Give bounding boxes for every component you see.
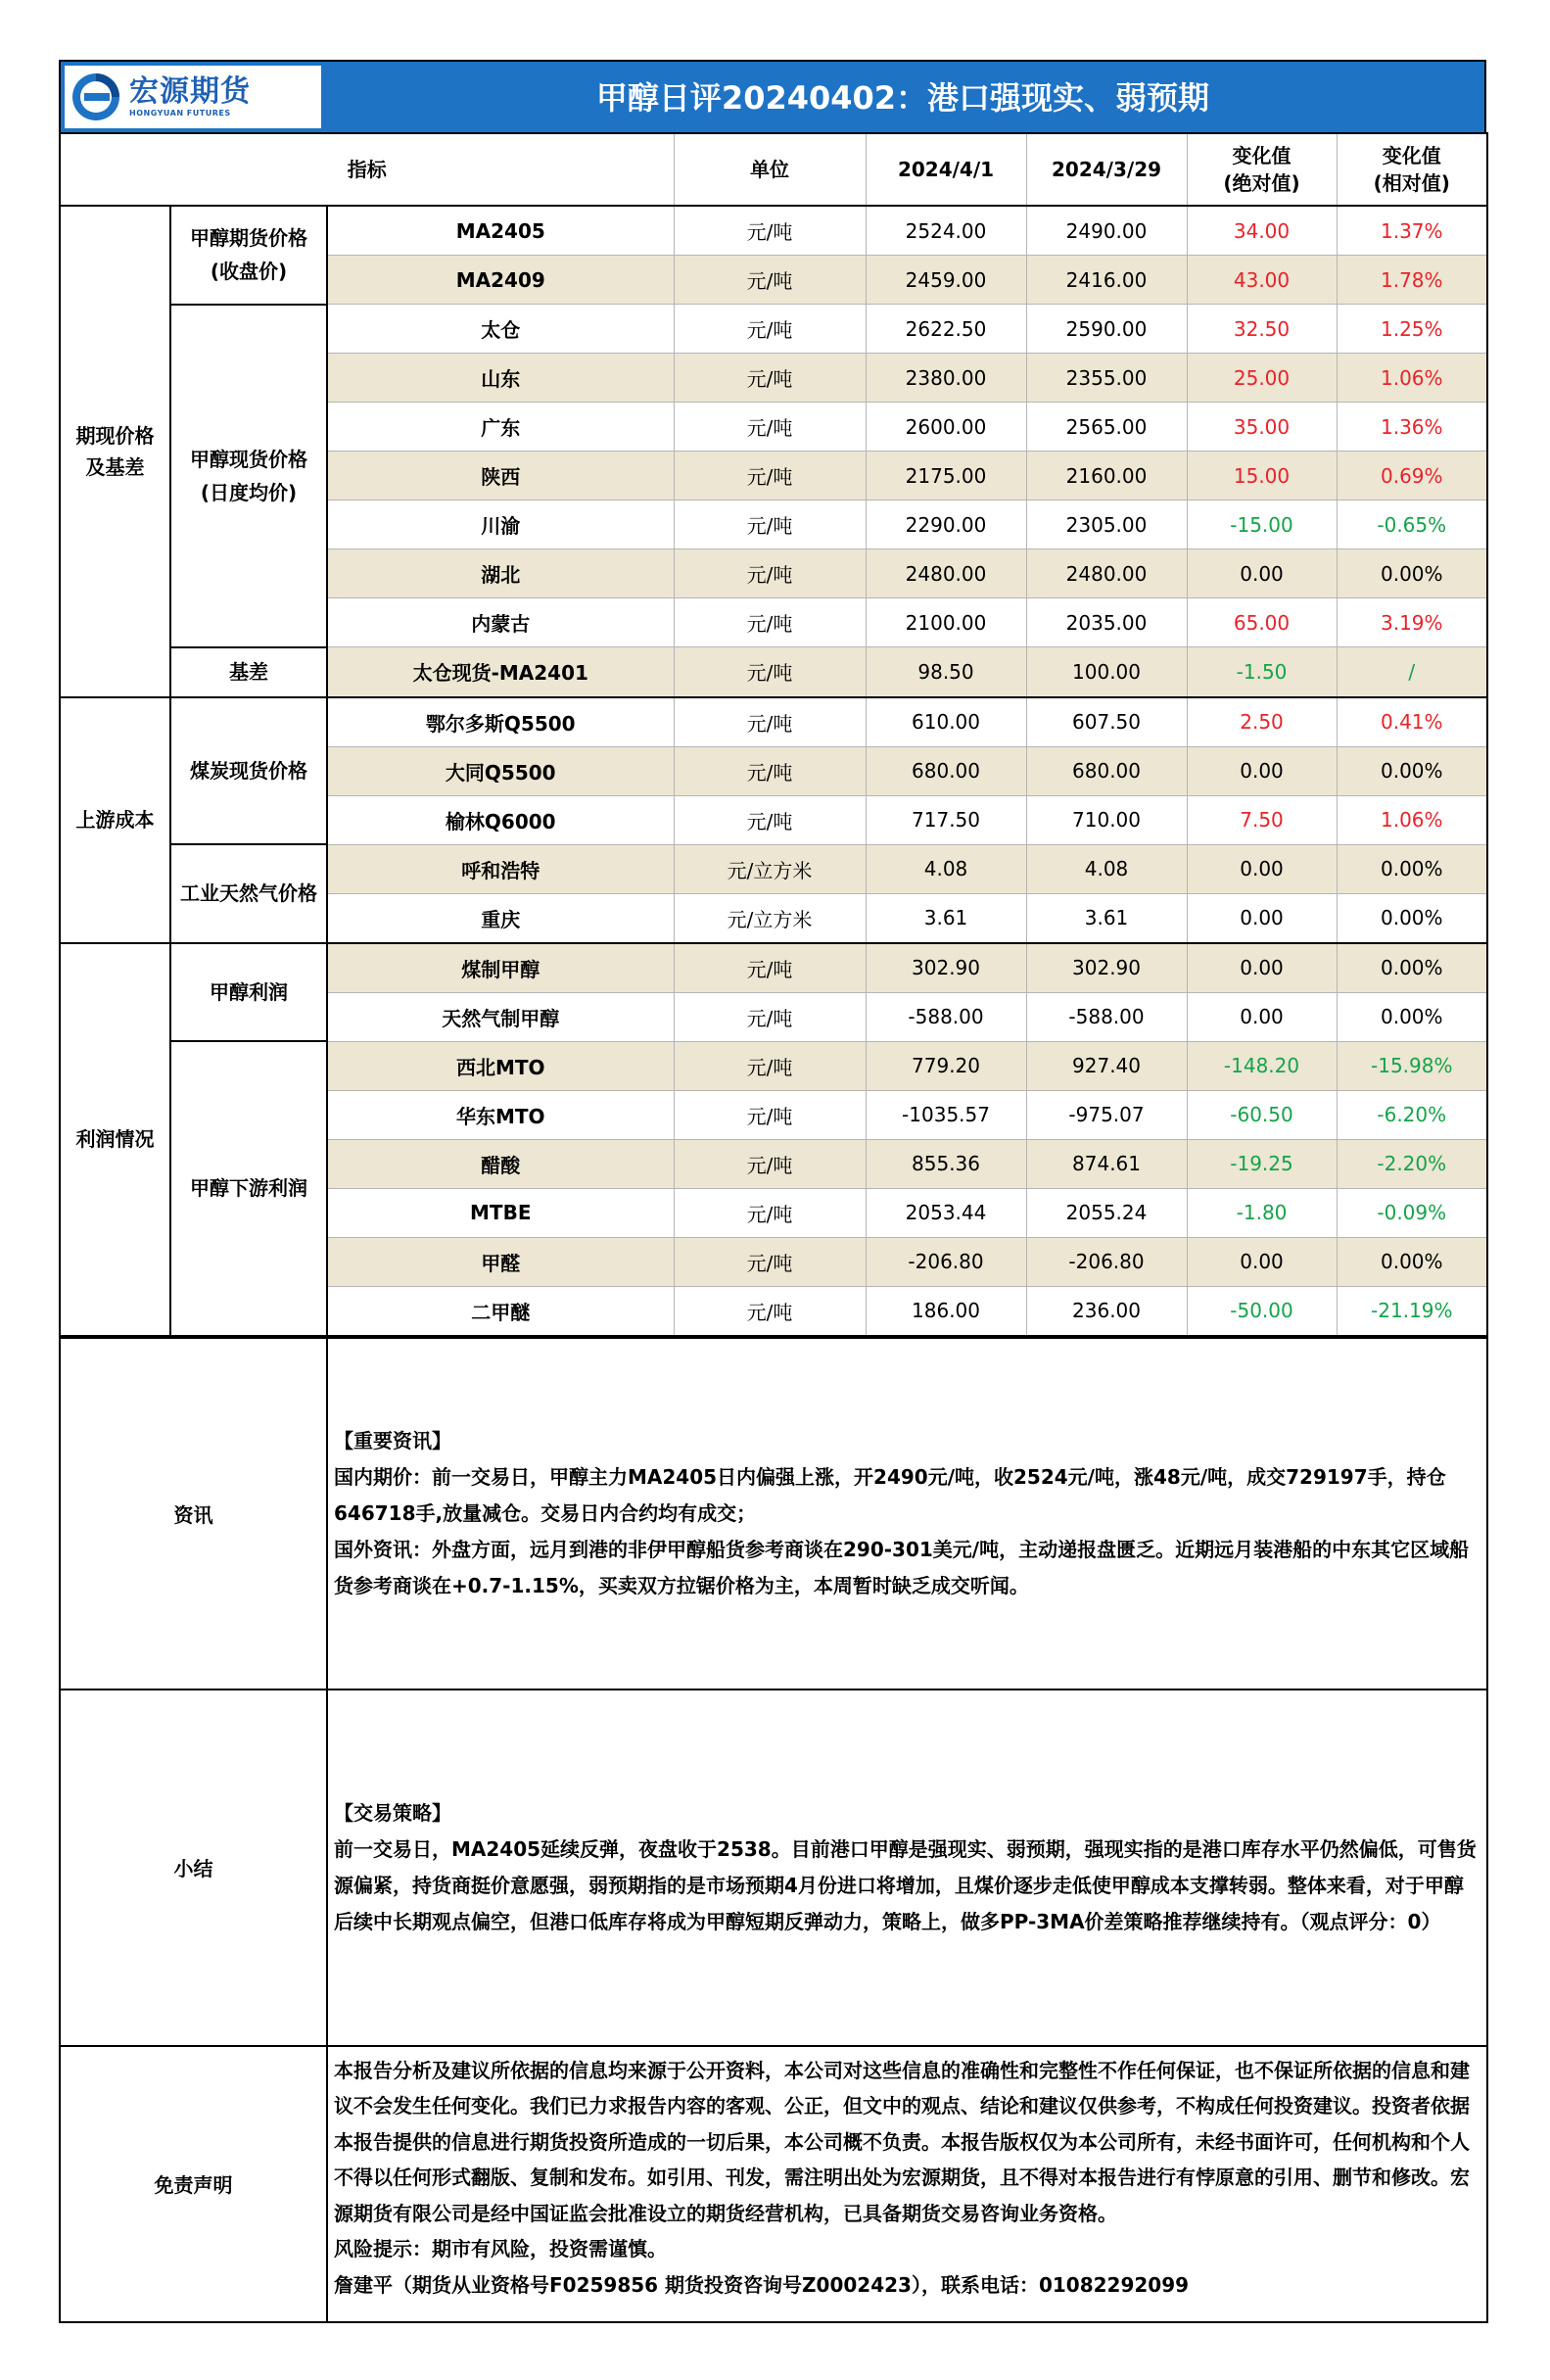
value-2024-4-1: -1035.57 <box>866 1090 1026 1139</box>
group-spot-price <box>170 305 327 647</box>
indicator-name: 太仓现货-MA2401 <box>327 647 674 697</box>
group-methanol-profit <box>170 943 327 1042</box>
hongyuan-logo-icon <box>70 71 121 122</box>
indicator-name: MA2409 <box>327 256 674 305</box>
abs-change: 0.00 <box>1187 992 1337 1041</box>
unit-cell: 元/吨 <box>674 403 866 452</box>
analyst-contact: 詹建平（期货从业资格号F0259856 期货投资咨询号Z0002423），联系电话：01082292099 <box>334 2273 1190 2298</box>
company-logo <box>65 66 321 128</box>
label-line: 基差 <box>229 660 268 684</box>
indicator-name: 大同Q5500 <box>327 746 674 795</box>
indicator-table-body <box>60 206 1487 1336</box>
disclaimer-label: 免责声明 <box>60 2046 327 2322</box>
rel-change: / <box>1337 647 1487 697</box>
abs-change: 35.00 <box>1187 403 1337 452</box>
indicator-name: 川渝 <box>327 500 674 549</box>
value-2024-4-1: -588.00 <box>866 992 1026 1041</box>
value-2024-3-29: 2355.00 <box>1026 354 1187 403</box>
value-2024-4-1: 98.50 <box>866 647 1026 697</box>
value-2024-4-1: 2100.00 <box>866 598 1026 647</box>
rel-change: -2.20% <box>1337 1139 1487 1188</box>
abs-change: 2.50 <box>1187 697 1337 747</box>
abs-change: 25.00 <box>1187 354 1337 403</box>
unit-cell: 元/吨 <box>674 697 866 747</box>
unit-cell: 元/吨 <box>674 1041 866 1090</box>
unit-cell: 元/吨 <box>674 500 866 549</box>
summary-label: 小结 <box>60 1690 327 2046</box>
col-unit: 单位 <box>674 133 866 206</box>
abs-change: -19.25 <box>1187 1139 1337 1188</box>
abs-change: 65.00 <box>1187 598 1337 647</box>
abs-change: 0.00 <box>1187 943 1337 993</box>
value-2024-4-1: 2622.50 <box>866 305 1026 354</box>
value-2024-4-1: 186.00 <box>866 1286 1026 1336</box>
indicator-name: MTBE <box>327 1188 674 1237</box>
value-2024-4-1: 2600.00 <box>866 403 1026 452</box>
unit-cell: 元/吨 <box>674 943 866 993</box>
group-basis <box>170 647 327 697</box>
abs-change: 0.00 <box>1187 746 1337 795</box>
abs-change: 0.00 <box>1187 549 1337 598</box>
unit-cell: 元/吨 <box>674 206 866 256</box>
rel-change: -0.65% <box>1337 500 1487 549</box>
rel-change: 0.00% <box>1337 943 1487 993</box>
label-line: 煤炭现货价格 <box>190 758 307 783</box>
abs-change: 7.50 <box>1187 795 1337 844</box>
unit-cell: 元/吨 <box>674 1139 866 1188</box>
label-line: (收盘价) <box>210 260 288 284</box>
indicator-name: 榆林Q6000 <box>327 795 674 844</box>
group-downstream-profit <box>170 1041 327 1336</box>
abs-change: -1.80 <box>1187 1188 1337 1237</box>
rel-change: 0.00% <box>1337 844 1487 893</box>
news-label: 资讯 <box>60 1338 327 1690</box>
indicator-name: MA2405 <box>327 206 674 256</box>
col-date2: 2024/3/29 <box>1026 133 1187 206</box>
unit-cell: 元/吨 <box>674 647 866 697</box>
column-header-row <box>60 133 1487 206</box>
indicator-name: 鄂尔多斯Q5500 <box>327 697 674 747</box>
value-2024-4-1: 855.36 <box>866 1139 1026 1188</box>
rel-change: -15.98% <box>1337 1041 1487 1090</box>
label-line: 上游成本 <box>75 808 155 832</box>
value-2024-4-1: 2380.00 <box>866 354 1026 403</box>
unit-cell: 元/吨 <box>674 1090 866 1139</box>
value-2024-3-29: 2590.00 <box>1026 305 1187 354</box>
value-2024-3-29: 2035.00 <box>1026 598 1187 647</box>
indicator-name: 湖北 <box>327 549 674 598</box>
abs-change: -1.50 <box>1187 647 1337 697</box>
value-2024-3-29: 100.00 <box>1026 647 1187 697</box>
abs-change: 0.00 <box>1187 844 1337 893</box>
abs-change: -50.00 <box>1187 1286 1337 1336</box>
value-2024-4-1: 2290.00 <box>866 500 1026 549</box>
unit-cell: 元/吨 <box>674 598 866 647</box>
summary-heading: 【交易策略】 <box>334 1800 451 1825</box>
news-heading: 【重要资讯】 <box>334 1428 451 1452</box>
unit-cell: 元/吨 <box>674 992 866 1041</box>
col-abs-change <box>1187 133 1337 206</box>
value-2024-4-1: 610.00 <box>866 697 1026 747</box>
col-abs-line2: (绝对值) <box>1223 171 1300 195</box>
category-profit <box>60 943 170 1336</box>
indicator-name: 二甲醚 <box>327 1286 674 1336</box>
abs-change: 15.00 <box>1187 452 1337 500</box>
label-line: 工业天然气价格 <box>180 881 317 906</box>
value-2024-3-29: 302.90 <box>1026 943 1187 993</box>
abs-change: 32.50 <box>1187 305 1337 354</box>
indicator-name: 太仓 <box>327 305 674 354</box>
value-2024-4-1: 302.90 <box>866 943 1026 993</box>
value-2024-4-1: 4.08 <box>866 844 1026 893</box>
rel-change: -6.20% <box>1337 1090 1487 1139</box>
value-2024-3-29: 607.50 <box>1026 697 1187 747</box>
label-line: 甲醇现货价格 <box>190 447 307 471</box>
value-2024-4-1: 2459.00 <box>866 256 1026 305</box>
summary-section <box>60 1690 1487 2046</box>
indicator-name: 西北MTO <box>327 1041 674 1090</box>
abs-change: 43.00 <box>1187 256 1337 305</box>
report-sheet <box>59 60 1486 2323</box>
category-upstream-cost <box>60 697 170 943</box>
indicator-name: 山东 <box>327 354 674 403</box>
category-price-basis <box>60 206 170 697</box>
unit-cell: 元/吨 <box>674 452 866 500</box>
indicator-name: 醋酸 <box>327 1139 674 1188</box>
col-abs-line1: 变化值 <box>1232 144 1292 167</box>
unit-cell: 元/吨 <box>674 795 866 844</box>
group-gas-price <box>170 844 327 943</box>
unit-cell: 元/吨 <box>674 256 866 305</box>
indicator-name: 华东MTO <box>327 1090 674 1139</box>
indicator-name: 陕西 <box>327 452 674 500</box>
unit-cell: 元/吨 <box>674 354 866 403</box>
value-2024-4-1: 2053.44 <box>866 1188 1026 1237</box>
value-2024-3-29: 2565.00 <box>1026 403 1187 452</box>
value-2024-3-29: 2480.00 <box>1026 549 1187 598</box>
rel-change: 1.36% <box>1337 403 1487 452</box>
report-title: 甲醇日评20240402：港口强现实、弱预期 <box>595 79 1210 117</box>
table-row <box>60 844 1487 893</box>
unit-cell: 元/吨 <box>674 1188 866 1237</box>
logo-english-name: HONGYUAN FUTURES <box>129 109 231 118</box>
unit-cell: 元/吨 <box>674 549 866 598</box>
unit-cell: 元/吨 <box>674 1286 866 1336</box>
value-2024-4-1: 3.61 <box>866 893 1026 943</box>
disclaimer-section <box>60 2046 1487 2322</box>
indicator-name: 甲醛 <box>327 1237 674 1286</box>
indicator-name: 天然气制甲醇 <box>327 992 674 1041</box>
value-2024-4-1: 779.20 <box>866 1041 1026 1090</box>
indicator-name: 呼和浩特 <box>327 844 674 893</box>
value-2024-3-29: -975.07 <box>1026 1090 1187 1139</box>
abs-change: 34.00 <box>1187 206 1337 256</box>
value-2024-3-29: 927.40 <box>1026 1041 1187 1090</box>
col-rel-line1: 变化值 <box>1382 144 1441 167</box>
value-2024-4-1: 717.50 <box>866 795 1026 844</box>
rel-change: 1.06% <box>1337 795 1487 844</box>
risk-notice: 风险提示：期市有风险，投资需谨慎。 <box>334 2237 667 2261</box>
rel-change: 1.25% <box>1337 305 1487 354</box>
label-line: 期现价格 <box>75 423 155 448</box>
value-2024-4-1: -206.80 <box>866 1237 1026 1286</box>
logo-chinese-name: 宏源期货 <box>129 74 251 109</box>
rel-change: 0.00% <box>1337 549 1487 598</box>
label-line: 甲醇利润 <box>210 979 288 1004</box>
value-2024-3-29: 874.61 <box>1026 1139 1187 1188</box>
disclaimer-body <box>327 2046 1487 2322</box>
rel-change: 0.00% <box>1337 746 1487 795</box>
rel-change: 0.00% <box>1337 992 1487 1041</box>
value-2024-4-1: 2175.00 <box>866 452 1026 500</box>
table-row <box>60 206 1487 256</box>
rel-change: 0.41% <box>1337 697 1487 747</box>
value-2024-4-1: 680.00 <box>866 746 1026 795</box>
unit-cell: 元/吨 <box>674 305 866 354</box>
indicator-table <box>59 132 1488 1337</box>
rel-change: 0.69% <box>1337 452 1487 500</box>
abs-change: -148.20 <box>1187 1041 1337 1090</box>
abs-change: 0.00 <box>1187 893 1337 943</box>
label-line: 及基差 <box>85 454 145 479</box>
label-line: 甲醇下游利润 <box>190 1176 307 1201</box>
rel-change: 3.19% <box>1337 598 1487 647</box>
news-section <box>60 1338 1487 1690</box>
unit-cell: 元/吨 <box>674 746 866 795</box>
value-2024-3-29: 710.00 <box>1026 795 1187 844</box>
label-line: 利润情况 <box>75 1127 155 1151</box>
label-line: (日度均价) <box>200 480 298 504</box>
rel-change: -21.19% <box>1337 1286 1487 1336</box>
group-coal-price <box>170 697 327 845</box>
news-paragraph-domestic: 国内期价：前一交易日，甲醇主力MA2405日内偏强上涨，开2490元/吨，收2524元/吨，涨48元/吨，成交729197手，持仓646718手,放量减仓。交易日内合约均有成交； <box>334 1464 1446 1525</box>
value-2024-3-29: 4.08 <box>1026 844 1187 893</box>
rel-change: 0.00% <box>1337 1237 1487 1286</box>
table-row <box>60 647 1487 697</box>
col-rel-change <box>1337 133 1487 206</box>
table-row <box>60 1041 1487 1090</box>
report-header <box>59 60 1486 132</box>
table-row <box>60 943 1487 993</box>
disclaimer-paragraph: 本报告分析及建议所依据的信息均来源于公开资料，本公司对这些信息的准确性和完整性不作任何保证，也不保证所依据的信息和建议不会发生任何变化。我们已力求报告内容的客观、公正，但文中的观点、结论和建议仅供参考，不构成任何投资建议。投资者依据本报告提供的信息进行期货投资所造成的一切后果，本公司概不负责。本报告版权仅为本公司所有，未经书面许可，任何机构和个人不得以任何形式翻版、复制和发布。如引用、刊发，需注明出处为宏源期货，且不得对本报告进行有悖原意的引用、删节和修改。宏源期货有限公司是经中国证监会批准设立的期货经营机构，已具备期货交易咨询业务资格。 <box>334 2058 1470 2225</box>
col-indicator: 指标 <box>60 133 674 206</box>
label-line: 甲醇期货价格 <box>190 226 307 251</box>
rel-change: 0.00% <box>1337 893 1487 943</box>
value-2024-4-1: 2480.00 <box>866 549 1026 598</box>
indicator-name: 重庆 <box>327 893 674 943</box>
value-2024-3-29: 236.00 <box>1026 1286 1187 1336</box>
table-row <box>60 305 1487 354</box>
value-2024-4-1: 2524.00 <box>866 206 1026 256</box>
rel-change: 1.37% <box>1337 206 1487 256</box>
indicator-name: 广东 <box>327 403 674 452</box>
rel-change: 1.78% <box>1337 256 1487 305</box>
value-2024-3-29: 2055.24 <box>1026 1188 1187 1237</box>
unit-cell: 元/立方米 <box>674 893 866 943</box>
abs-change: 0.00 <box>1187 1237 1337 1286</box>
indicator-name: 内蒙古 <box>327 598 674 647</box>
value-2024-3-29: 680.00 <box>1026 746 1187 795</box>
abs-change: -15.00 <box>1187 500 1337 549</box>
value-2024-3-29: 2490.00 <box>1026 206 1187 256</box>
col-date1: 2024/4/1 <box>866 133 1026 206</box>
rel-change: 1.06% <box>1337 354 1487 403</box>
rel-change: -0.09% <box>1337 1188 1487 1237</box>
value-2024-3-29: -206.80 <box>1026 1237 1187 1286</box>
group-futures-price <box>170 206 327 305</box>
table-row <box>60 697 1487 747</box>
col-rel-line2: (相对值) <box>1373 171 1450 195</box>
value-2024-3-29: 2305.00 <box>1026 500 1187 549</box>
abs-change: -60.50 <box>1187 1090 1337 1139</box>
value-2024-3-29: 2416.00 <box>1026 256 1187 305</box>
unit-cell: 元/立方米 <box>674 844 866 893</box>
unit-cell: 元/吨 <box>674 1237 866 1286</box>
indicator-name: 煤制甲醇 <box>327 943 674 993</box>
value-2024-3-29: 2160.00 <box>1026 452 1187 500</box>
value-2024-3-29: 3.61 <box>1026 893 1187 943</box>
value-2024-3-29: -588.00 <box>1026 992 1187 1041</box>
text-sections <box>59 1337 1488 2323</box>
summary-paragraph: 前一交易日，MA2405延续反弹，夜盘收于2538。目前港口甲醇是强现实、弱预期，强现实指的是港口库存水平仍然偏低，可售货源偏紧，持货商挺价意愿强，弱预期指的是市场预期4月份进口将增加，且煤价逐步走低使甲醇成本支撑转弱。整体来看，对于甲醇后续中长期观点偏空，但港口低库存将成为甲醇短期反弹动力，策略上，做多PP-3MA价差策略推荐继续持有。（观点评分：0） <box>334 1836 1477 1933</box>
news-paragraph-overseas: 国外资讯：外盘方面，远月到港的非伊甲醇船货参考商谈在290-301美元/吨，主动递报盘匮乏。近期远月装港船的中东其它区域船货参考商谈在+0.7-1.15%，买卖双方拉锯价格为主，本周暂时缺乏成交听闻。 <box>334 1537 1470 1597</box>
news-body <box>327 1338 1487 1690</box>
summary-body <box>327 1690 1487 2046</box>
